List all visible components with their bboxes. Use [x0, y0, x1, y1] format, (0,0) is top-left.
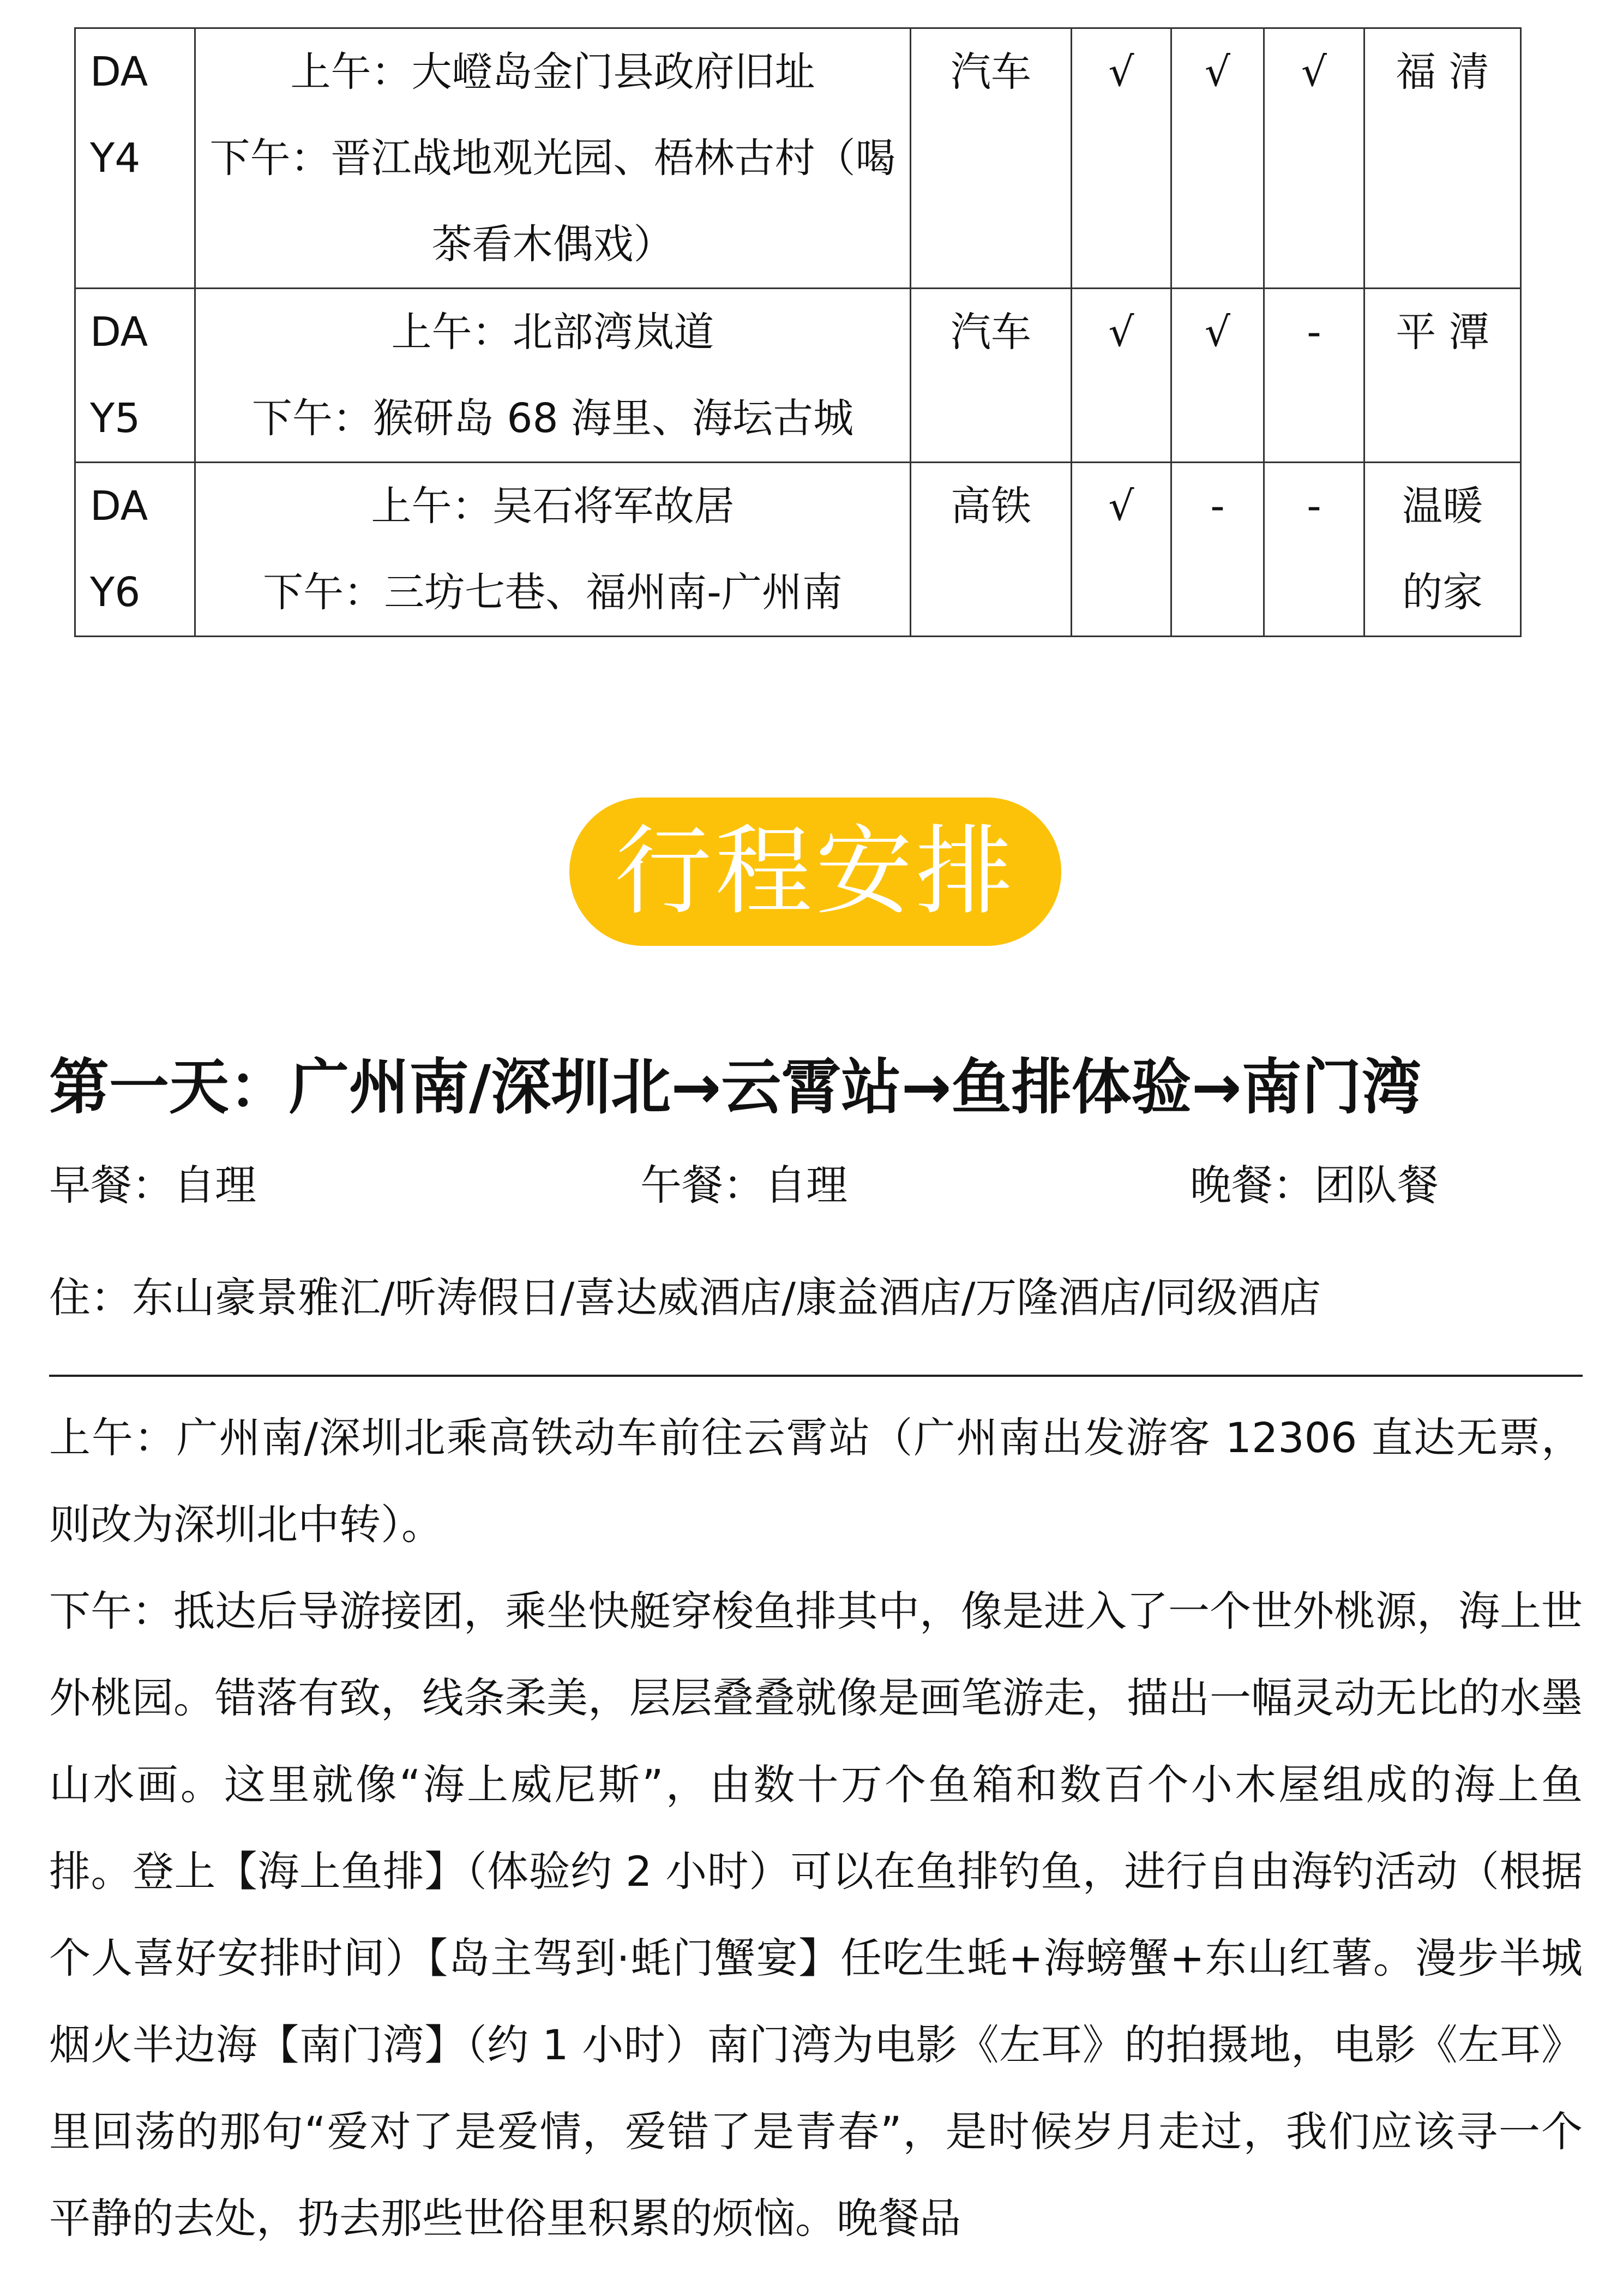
plan-line: 茶看木偶戏）	[431, 221, 674, 268]
breakfast-cell: √	[1072, 463, 1171, 637]
afternoon-paragraph: 下午：抵达后导游接团，乘坐快艇穿梭鱼排其中，像是进入了一个世外桃源，海上世外桃园。错落有致，线条柔美，层层叠叠就像是画笔游走，描出一幅灵动无比的水墨山水画。这里就像“海上威尼斯”，由数十万个鱼箱和数百个小木屋组成的海上鱼排。登上【海上鱼排】（体验约 2 小时）可以在鱼排钓鱼，进行自由海钓活动（根据个人喜好安排时间）【岛主驾到·蚝门蟹宴】任吃生蚝+海螃蟹+东山红薯。漫步半城烟火半边海【南门湾】（约 1 小时）南门湾为电影《左耳》的拍摄地，电影《左耳》里回荡的那句“爱对了是爱情，爱错了是青春”，是时候岁月走过，我们应该寻一个平静的去处，扔去那些世俗里积累的烦恼。晚餐品	[49, 1587, 1583, 2243]
breakfast-cell: √	[1072, 289, 1171, 463]
day-description	[49, 1394, 1583, 2262]
day-label-line: DA	[90, 483, 148, 530]
plan-line: 上午：大嶝岛金门县政府旧址	[290, 49, 815, 95]
hotel-line: 的家	[1402, 569, 1483, 616]
lunch-info: 午餐：自理	[640, 1161, 847, 1209]
dinner-cell: -	[1264, 463, 1364, 637]
transport-cell: 汽车	[911, 28, 1072, 289]
day-cell	[75, 289, 195, 463]
dinner-cell: -	[1264, 289, 1364, 463]
plan-line: 下午：晋江战地观光园、梧林古村（喝	[209, 135, 896, 182]
accommodation-info: 住：东山豪景雅汇/听涛假日/喜达威酒店/康益酒店/万隆酒店/同级酒店	[49, 1273, 1321, 1322]
table-row	[75, 28, 1521, 289]
lunch-cell: √	[1171, 289, 1264, 463]
section-badge: 行程安排	[569, 798, 1061, 946]
breakfast-cell: √	[1072, 28, 1171, 289]
dinner-cell: √	[1264, 28, 1364, 289]
dinner-info: 晚餐：团队餐	[1190, 1161, 1439, 1209]
day-cell	[75, 28, 195, 289]
plan-cell	[195, 28, 911, 289]
lunch-cell: -	[1171, 463, 1264, 637]
hotel-line: 福 清	[1396, 49, 1489, 95]
day-label-line: Y4	[90, 135, 141, 182]
day-label-line: DA	[90, 49, 148, 95]
day-cell	[75, 463, 195, 637]
plan-cell	[195, 289, 911, 463]
plan-line: 上午：北部湾岚道	[391, 309, 714, 356]
hotel-cell	[1364, 463, 1521, 637]
table-row	[75, 289, 1521, 463]
transport-cell: 高铁	[911, 463, 1072, 637]
day-label-line: DA	[90, 309, 148, 356]
table-row	[75, 463, 1521, 637]
hotel-cell	[1364, 289, 1521, 463]
plan-line: 下午：猴研岛 68 海里、海坛古城	[251, 395, 854, 442]
morning-paragraph: 上午：广州南/深圳北乘高铁动车前往云霄站（广州南出发游客 12306 直达无票，则改为深圳北中转）。	[49, 1413, 1583, 1549]
hotel-line: 平 潭	[1396, 309, 1489, 356]
plan-line: 上午：吴石将军故居	[371, 483, 735, 530]
plan-cell	[195, 463, 911, 637]
day-label-line: Y6	[90, 569, 141, 616]
transport-cell: 汽车	[911, 289, 1072, 463]
itinerary-table-body	[75, 28, 1521, 637]
plan-line: 下午：三坊七巷、福州南-广州南	[263, 569, 843, 616]
hotel-line: 温暖	[1402, 483, 1483, 530]
day-title: 第一天：广州南/深圳北→云霄站→鱼排体验→南门湾	[49, 1052, 1422, 1122]
day-label-line: Y5	[90, 395, 141, 442]
hotel-cell	[1364, 28, 1521, 289]
divider	[49, 1375, 1583, 1377]
itinerary-table	[74, 27, 1522, 637]
lunch-cell: √	[1171, 28, 1264, 289]
breakfast-info: 早餐：自理	[49, 1161, 256, 1209]
